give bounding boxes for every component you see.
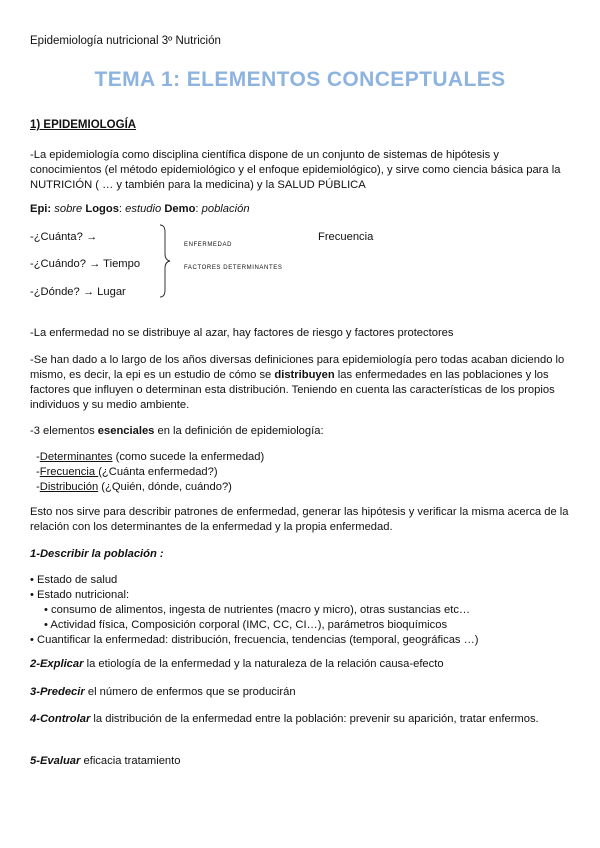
etym-epi: Epi:: [30, 203, 52, 215]
element-term: Distribución: [39, 481, 99, 493]
list-item: • Actividad física, Composición corporal (IMC, CC, CI…), parámetros bioquímicos: [44, 619, 448, 631]
label-factores: FACTORES DETERMINANTES: [184, 265, 283, 271]
question-cuando: -¿Cuándo? → Tiempo: [30, 258, 141, 270]
element-prefix: -: [36, 451, 40, 463]
step-5-label: 5-Evaluar: [30, 755, 81, 767]
step-4-label: 4-Controlar: [30, 713, 91, 725]
label-frecuencia: Frecuencia: [318, 231, 374, 243]
element-item: [36, 480, 264, 495]
section-heading: 1) EPIDEMIOLOGÍA: [30, 119, 137, 131]
element-prefix: -: [36, 466, 40, 478]
page-header: Epidemiología nutricional 3º Nutrición: [30, 35, 221, 47]
step-3-label: 3-Predecir: [30, 686, 85, 698]
step-5-text: eficacia tratamiento: [80, 755, 181, 767]
question-donde: -¿Dónde? → Lugar: [30, 286, 126, 298]
p4-bold: esenciales: [97, 425, 155, 437]
step-4-text: la distribución de la enfermedad entre la población: prevenir su aparición, tratar enfermos.: [90, 713, 539, 725]
element-prefix: -: [36, 481, 40, 493]
p3-after: las enfermedades en las poblaciones y los factores que influyen o determinan esta distribución. Teniendo en cuenta las características de los propios individuos y su medio ambiente.: [30, 369, 555, 411]
step-5: [30, 754, 181, 769]
p3-before: -Se han dado a lo largo de los años diversas definiciones para epidemiología pero todas acaban diciendo lo mismo, es decir, la epi es un estudio de cómo se: [30, 354, 565, 381]
step-2-label: 2-Explicar: [30, 658, 84, 670]
step-1-title: 1-Describir la población :: [30, 548, 164, 560]
element-term: Determinantes: [39, 451, 113, 463]
step-2-text: la etiología de la enfermedad y la naturaleza de la relación causa-efecto: [83, 658, 444, 670]
element-item: [36, 450, 264, 465]
etym-colon-2: :: [195, 203, 199, 215]
step-3: [30, 685, 296, 700]
list-item: • Estado de salud: [30, 574, 118, 586]
element-rest: (¿Quién, dónde, cuándo?): [98, 481, 232, 493]
paragraph-definition: -La epidemiología como disciplina científica dispone de un conjunto de sistemas de hipótesis y conocimientos (el método epidemiológico y el enfoque epidemiológico), y sirve como ciencia básica para la NUTRICIÓN ( … y también para la medicina) y la SALUD PÚBLICA: [30, 149, 561, 191]
list-item: • Cuantificar la enfermedad: distribución, frecuencia, tendencias (temporal, geográficas …): [30, 634, 479, 646]
element-rest: (como sucede la enfermedad): [112, 451, 265, 463]
element-list: [36, 450, 264, 495]
list-item: • consumo de alimentos, ingesta de nutrientes (macro y micro), otras sustancias etc…: [44, 604, 471, 616]
p3-bold: distribuyen: [274, 369, 335, 381]
etym-epi-meaning: sobre: [54, 203, 83, 215]
element-item: [36, 465, 264, 480]
list-item: • Estado nutricional:: [30, 589, 130, 601]
step-2: [30, 657, 444, 672]
etym-demo-meaning: población: [201, 203, 250, 215]
step-1-list: [30, 573, 479, 648]
p4-after: en la definición de epidemiología:: [154, 425, 324, 437]
etym-colon-1: :: [118, 203, 123, 215]
element-rest: (¿Cuánta enfermedad?): [98, 466, 218, 478]
page-title: TEMA 1: ELEMENTOS CONCEPTUALES: [94, 68, 506, 91]
etym-logos-meaning: estudio: [125, 203, 162, 215]
question-cuanta: -¿Cuánta? →: [30, 231, 98, 243]
paragraph-definiciones: [30, 353, 570, 413]
p4-before: -3 elementos: [30, 425, 98, 437]
brace-icon: [158, 224, 172, 298]
etym-logos: Logos: [85, 203, 119, 215]
paragraph-azar: -La enfermedad no se distribuye al azar, hay factores de riesgo y factores protectores: [30, 327, 454, 339]
paragraph-elementos: [30, 424, 324, 439]
element-term: Frecuencia: [39, 466, 99, 478]
paragraph-patrones: Esto nos sirve para describir patrones de enfermedad, generar las hipótesis y verificar la misma acerca de la relación con los determinantes de la enfermedad y la propia enfermedad.: [30, 506, 569, 533]
etym-demo: Demo: [164, 203, 196, 215]
etymology-line: [30, 202, 250, 217]
step-4: [30, 712, 570, 727]
label-enfermedad: ENFERMEDAD: [184, 242, 233, 248]
step-3-text: el número de enfermos que se producirán: [84, 686, 296, 698]
